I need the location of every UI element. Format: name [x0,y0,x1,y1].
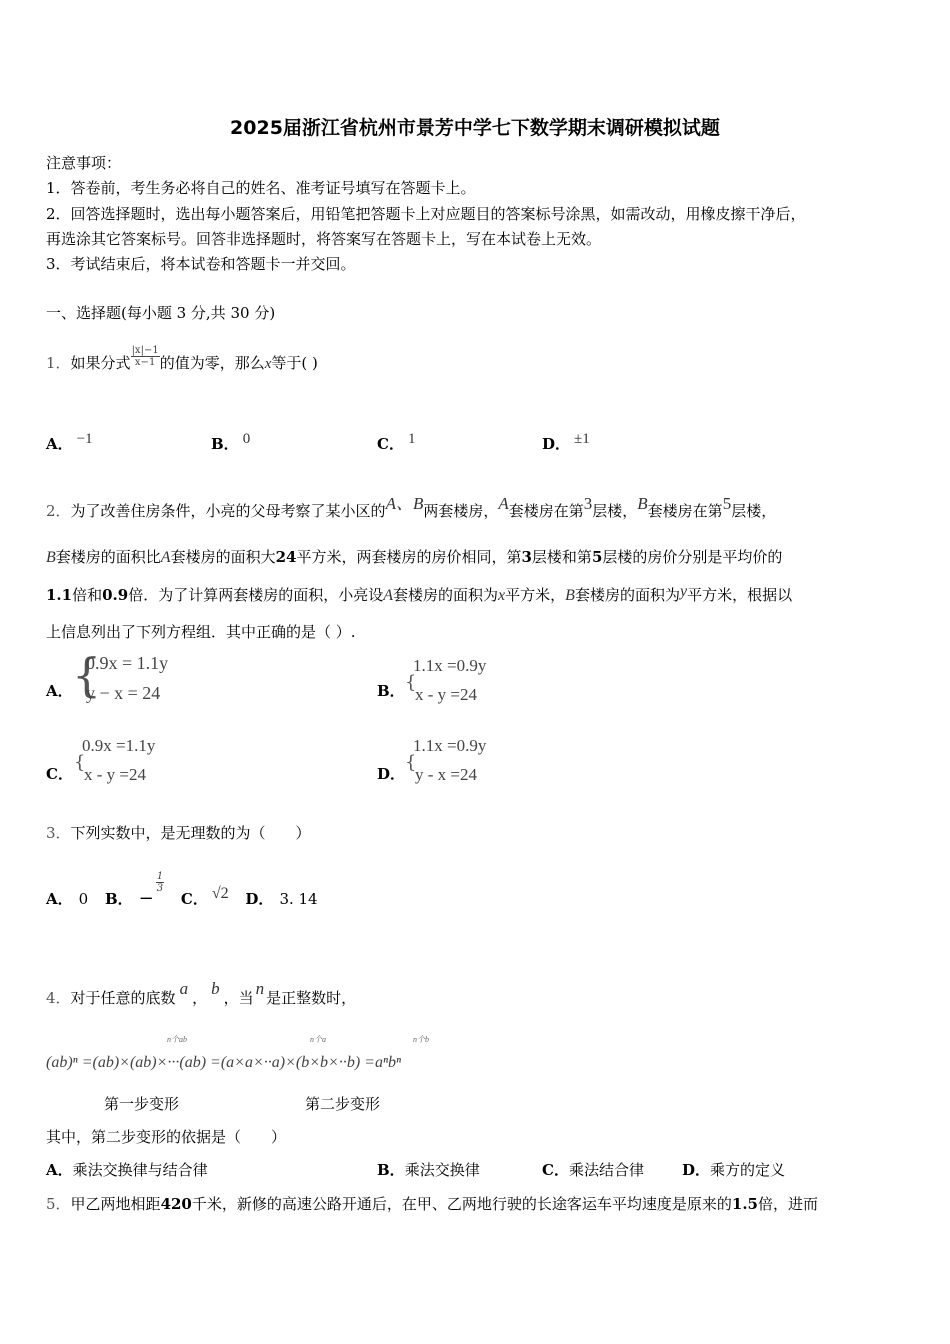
q2-option-c-label: C． [46,765,73,783]
q4-option-c-text: 乘法结合律 [568,1161,644,1179]
q2-var-a: A [498,494,509,513]
q3-option-a-value: 0 [78,890,89,908]
notice-item-3: 3．考试结束后，将本试卷和答题卡一并交回。 [46,255,356,273]
q5-num-1-5: 1.5 [731,1195,758,1213]
q2-var-y: y [679,583,688,600]
q1-option-a-value: −1 [76,431,93,447]
q4-overbrace-label-2: n个a [310,1035,326,1044]
q2-text: 层楼， [592,502,638,520]
q3-option-c-label: C． [180,890,208,908]
q2-var-b: B [46,549,56,566]
q2-text: 层楼和第 [531,548,592,566]
q2-option-d-brace: { [405,752,417,773]
q3-option-c-value: √2 [211,885,229,902]
q3-option-d-value: 3. 14 [279,890,318,908]
q1-option-a-label: A． [46,435,73,453]
q3-option-b-frac-den: 3 [156,882,164,894]
q2-option-a-eq1: 0.9x = 1.1y [86,653,169,673]
q2-text: 倍．为了计算两套楼房的面积，小亮设 [128,586,384,604]
section-heading: 一、选择题(每小题 3 分,共 30 分) [46,304,276,322]
q5-text: 甲乙两地相距 [70,1195,161,1213]
q2-option-d-eq1: 1.1x =0.9y [413,736,487,755]
q2-var-b: B [637,494,648,513]
q1-option-c[interactable] [377,433,415,454]
question-4 [46,979,357,1008]
q1-option-c-label: C． [377,435,404,453]
q4-option-a-label: A． [46,1161,73,1179]
q3-text: 下列实数中，是无理数的为（ ） [70,824,311,842]
q5-text: 倍，进而 [758,1195,819,1213]
q1-frac-den: x−1 [134,356,156,368]
notice-item-2-cont: 再选涂其它答案标号。回答非选择题时，将答案写在答题卡上，写在本试卷上无效。 [46,230,602,248]
q2-text: 平方米，两套楼房的房价相同，第 [296,548,522,566]
q2-text: 平方米， [505,586,566,604]
q4-option-d-label: D． [682,1161,711,1179]
q3-option-b-frac-num: 1 [156,870,164,882]
q4-option-b-label: B． [377,1161,405,1179]
q4-option-d[interactable] [682,1159,785,1180]
q2-text: 两套楼房， [423,502,499,520]
q2-text: 套楼房的面积为 [574,586,680,604]
q1-option-b[interactable] [211,433,250,454]
q2-num-1-1: 1.1 [46,586,73,604]
q2-option-b-label: B． [377,682,405,700]
q2-var-a: A [160,549,171,566]
q2-line-2 [46,546,782,567]
q4-text: 对于任意的底数 [70,989,176,1007]
q3-option-b[interactable] [104,870,164,909]
q3-options [46,870,318,912]
q1-option-c-value: 1 [407,431,416,447]
q2-var-ab: A、B [385,494,424,513]
q2-num-24: 24 [275,548,297,566]
q2-text: 层楼的房价分别是平均价的 [602,548,783,566]
q2-text: 套楼房在第 [508,502,584,520]
q1-fraction [131,345,160,368]
q4-text: ，当 [223,989,254,1007]
q3-option-b-label: B． [104,890,133,908]
q3-number: 3． [46,824,71,842]
q4-text: 是正整数时， [266,989,357,1007]
q2-line-3 [46,584,792,605]
q2-text: 套楼房的面积为 [393,586,499,604]
q2-num-5: 5 [591,548,603,566]
q2-num-3: 3 [521,548,532,566]
q1-option-b-label: B． [211,435,239,453]
q2-line-4: 上信息列出了下列方程组．其中正确的是（ ）. [46,623,356,641]
q4-formula: (ab)ⁿ =(ab)×(ab)×···(ab) =(a×a×··a)×(b×b×··b) =aⁿbⁿ [46,1054,402,1071]
q4-option-a-text: 乘法交换律与结合律 [72,1161,208,1179]
notice-item-1: 1．答卷前，考生务必将自己的姓名、准考证号填写在答题卡上。 [46,179,476,197]
q4-step-1-label: 第一步变形 [104,1095,180,1113]
q4-var-b: b [211,979,220,998]
q4-question: 其中，第二步变形的依据是（ ） [46,1128,287,1146]
q5-text: 千米，新修的高速公路开通后，在甲、乙两地行驶的长途客运车平均速度是原来的 [191,1195,732,1213]
q2-option-c-eq2: x - y =24 [84,765,146,784]
q4-overbrace-label-3: n个b [413,1035,429,1044]
notice-heading: 注意事项： [46,154,122,172]
q2-text: 平方米，根据以 [687,586,793,604]
q2-num-5: 5 [722,494,732,513]
q2-num-0-9: 0.9 [102,586,129,604]
q4-text: ， [192,989,208,1007]
q4-option-b[interactable] [377,1159,480,1180]
q2-var-a: A [383,587,394,604]
q1-option-b-value: 0 [242,431,251,447]
q2-option-c-brace: { [74,752,86,773]
q5-number: 5． [46,1195,71,1213]
q2-line-1 [46,496,776,521]
q4-option-c[interactable] [542,1159,644,1180]
q2-option-d-eq2: y - x =24 [415,765,477,784]
q1-option-a[interactable] [46,433,93,454]
q1-frac-num: |x|−1 [131,344,159,356]
q2-var-b: B [565,587,575,604]
q4-var-n: n [255,979,265,998]
q1-text-pre: 如果分式 [70,354,131,372]
q3-option-b-value: − [138,888,154,909]
q3-option-d-label: D． [245,890,274,908]
q2-text: 套楼房的面积比 [55,548,161,566]
q1-option-d-value: ±1 [574,431,590,447]
question-1 [46,344,318,376]
q1-text-post: 等于( ) [271,354,318,372]
q1-number: 1． [46,354,71,372]
q2-option-b-eq1: 1.1x =0.9y [413,656,487,675]
q1-text-mid: 的值为零，那么 [159,354,265,372]
question-5 [46,1193,818,1214]
q2-number: 2． [46,502,71,520]
q2-option-a-eq2: y − x = 24 [86,683,161,703]
q3-option-a[interactable] [46,890,88,908]
q1-var-x: x [264,356,272,372]
question-3 [46,822,311,843]
q4-number: 4． [46,989,71,1007]
q2-option-a-brace: { [72,648,102,702]
q4-option-b-text: 乘法交换律 [404,1161,480,1179]
q4-step-2-label: 第二步变形 [305,1095,381,1113]
q2-option-a-label: A． [46,682,73,700]
q4-overbrace-label-1: n个ab [167,1035,187,1044]
q2-num-3: 3 [583,494,593,513]
q3-option-a-label: A． [46,890,73,908]
q4-option-d-text: 乘方的定义 [710,1161,786,1179]
q1-option-d[interactable] [542,433,590,454]
q5-num-420: 420 [160,1195,192,1213]
q2-text: 倍和 [72,586,103,604]
q3-option-c[interactable] [180,885,229,908]
q3-option-d[interactable] [245,890,317,908]
q2-option-b-eq2: x - y =24 [415,685,477,704]
q1-option-d-label: D． [542,435,571,453]
q2-text: 套楼房在第 [647,502,723,520]
q4-option-a[interactable] [46,1159,208,1180]
q2-text: 层楼， [731,502,777,520]
q4-var-a: a [179,979,189,998]
notice-item-2: 2．回答选择题时，选出每小题答案后，用铅笔把答题卡上对应题目的答案标号涂黑，如需改动，用橡皮擦干净后， [46,205,806,223]
q4-option-c-label: C． [542,1161,569,1179]
q2-text: 套楼房的面积大 [170,548,276,566]
q2-option-b-brace: { [405,672,417,693]
q3-option-b-fraction [156,871,164,894]
page-title: 2025届浙江省杭州市景芳中学七下数学期末调研模拟试题 [230,117,720,139]
q2-text: 为了改善住房条件，小亮的父母考察了某小区的 [70,502,386,520]
q2-option-c-eq1: 0.9x =1.1y [82,736,156,755]
q2-var-x: x [498,587,506,604]
q2-option-d-label: D． [377,765,406,783]
